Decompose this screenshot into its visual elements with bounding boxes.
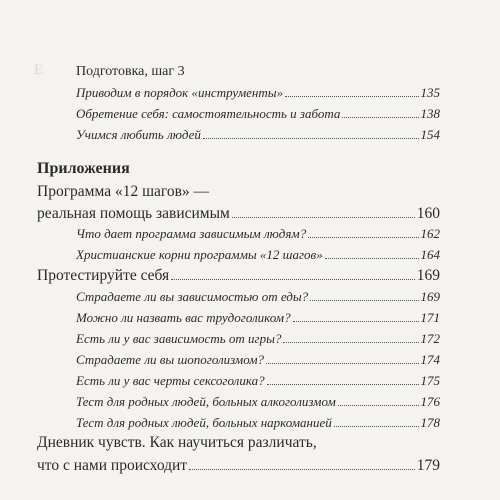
list-item: Есть ли у вас зависимость от игры? 172 [76,331,440,346]
list-item: Есть ли у вас черты сексоголика? 175 [76,373,440,388]
list-item: Что дает программа зависимым людям? 162 [76,226,440,241]
list-item: Страдаете ли вы шопоголизмом? 174 [76,352,440,367]
program-entry-line1: Программа «12 шагов» — [37,183,210,200]
leader-dots [325,258,419,259]
leader-dots [203,138,419,139]
leader-dots [266,363,418,364]
leader-dots [171,279,415,280]
list-item: Страдаете ли вы зависимостью от еды? 169 [76,289,440,304]
leader-dots [189,469,415,470]
test-entry: Протестируйте себя 169 [37,267,440,284]
faded-letter: Е [34,62,44,78]
list-item: Христианские корни программы «12 шагов» 164 [76,247,440,262]
leader-dots [293,321,419,322]
program-entry: реальная помощь зависимым 160 [37,205,440,222]
diary-entry-line1: Дневник чувств. Как научиться различать, [37,434,317,451]
leader-dots [310,300,418,301]
leader-dots [283,342,418,343]
diary-entry: что с нами происходит 179 [37,457,440,474]
leader-dots [334,426,419,427]
leader-dots [338,405,419,406]
list-item: Можно ли назвать вас трудоголиком? 171 [76,310,440,325]
list-item: Учимся любить людей 154 [76,127,440,142]
appendix-heading: Приложения [37,160,130,177]
list-item: Приводим в порядок «инструменты» 135 [76,85,440,100]
leader-dots [308,237,418,238]
leader-dots [232,217,415,218]
leader-dots [342,117,418,118]
list-item: Обретение себя: самостоятельность и забота 138 [76,106,440,121]
section-title-step3: Подготовка, шаг 3 [76,64,185,79]
leader-dots [267,384,419,385]
leader-dots [285,96,418,97]
list-item: Тест для родных людей, больных алкоголизмом 176 [76,394,440,409]
list-item: Тест для родных людей, больных наркоманией 178 [76,415,440,430]
